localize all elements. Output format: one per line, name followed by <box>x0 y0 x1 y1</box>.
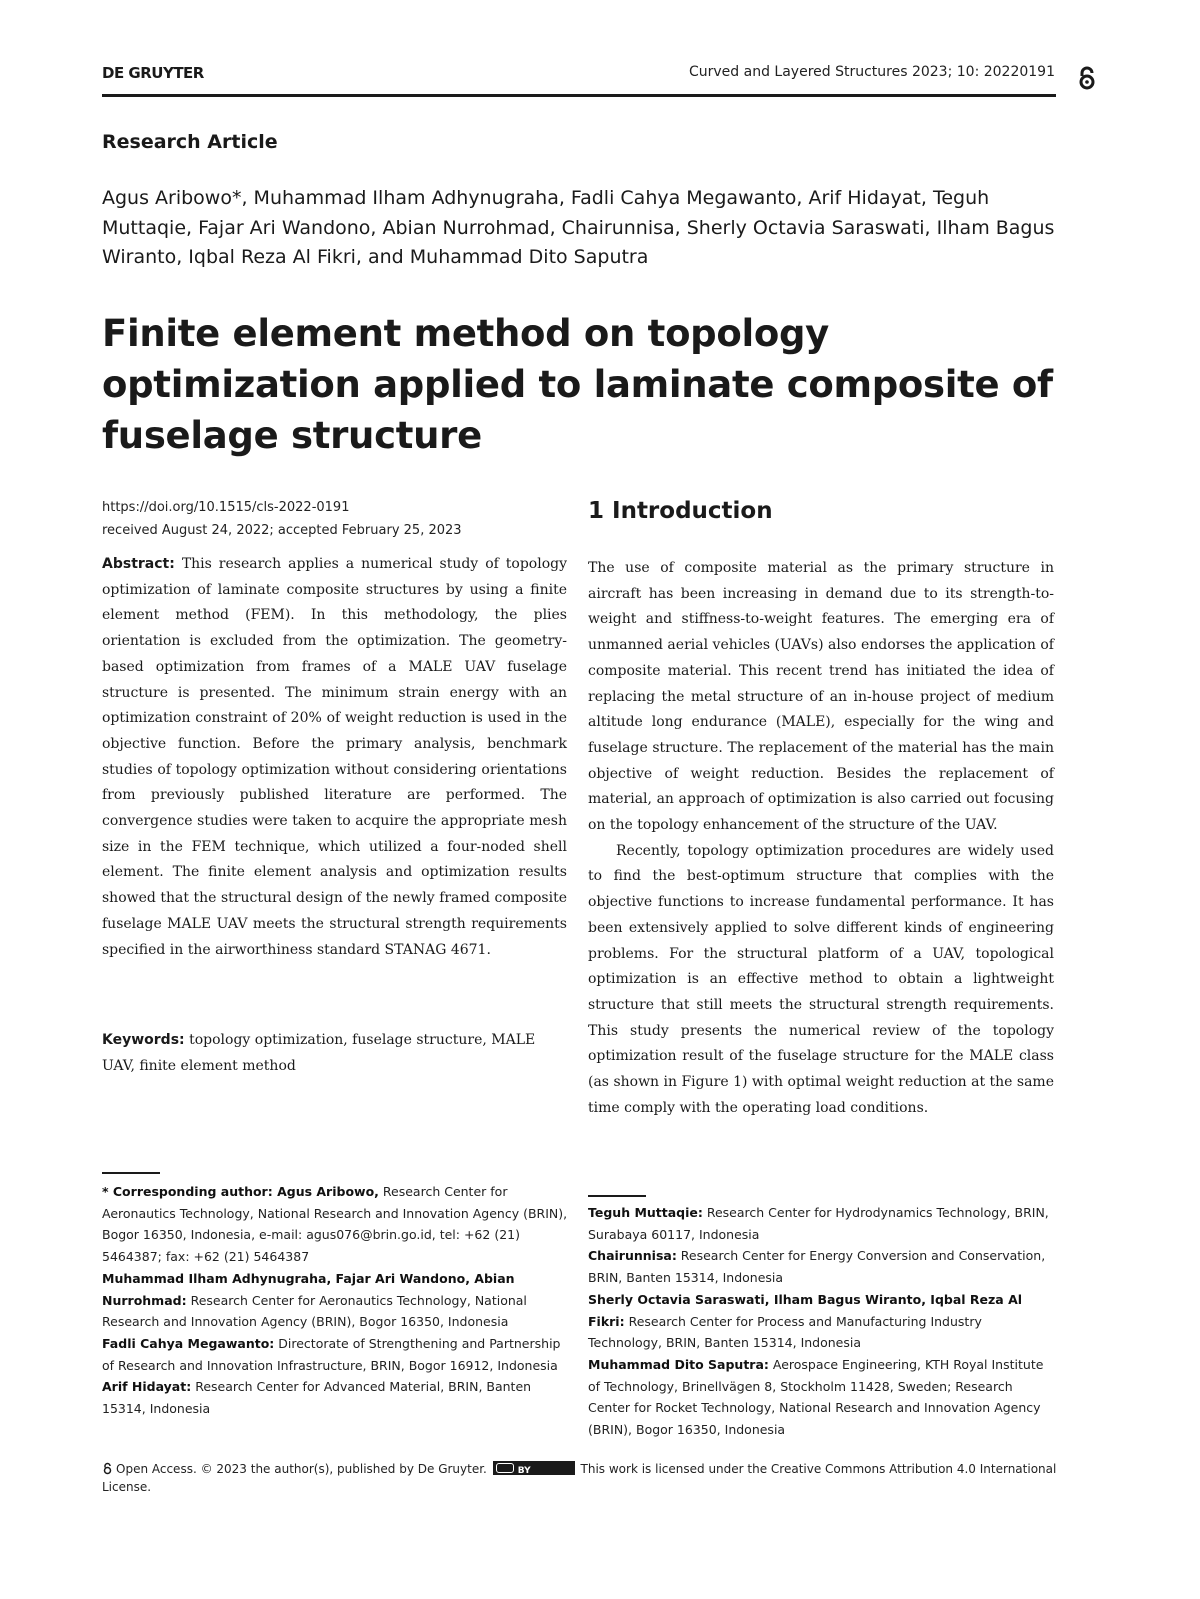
affiliation-item <box>588 1245 1058 1288</box>
affiliation-name: Sherly Octavia Saraswati, Ilham Bagus Wiranto, Iqbal Reza Al Fikri: <box>588 1291 1023 1329</box>
intro-paragraph: Recently, topology optimization procedures are widely used to find the best-optimum structure that complies with the objective functions to increase fundamental performance. It has been extensively applied to solve different kinds of engineering problems. For the structural platform of a UAV, topological optimization is an effective method to obtain a lightweight structure that still meets the structural strength requirements. This study presents the numerical review of the topology optimization result of the fuselage structure for the MALE class (as shown in Figure 1) with optimal weight reduction at the same time comply with the operating load conditions. <box>588 842 1054 1116</box>
cc-by-label: BY <box>517 1466 531 1476</box>
publisher-name: DE GRUYTER <box>102 64 204 82</box>
footnote-rule <box>588 1195 646 1197</box>
affiliations-right <box>588 1202 1058 1441</box>
header-rule <box>102 94 1056 97</box>
open-access-icon <box>1076 66 1098 90</box>
article-meta <box>102 496 462 542</box>
license-notice <box>102 1460 1062 1496</box>
affiliation-item <box>102 1268 572 1333</box>
affiliation-item <box>102 1376 572 1419</box>
affiliation-name: * Corresponding author: Agus Aribowo, <box>102 1184 379 1199</box>
article-title: Finite element method on topology optimization applied to laminate composite of fuselage structure <box>102 312 1053 457</box>
journal-citation: Curved and Layered Structures 2023; 10: 20220191 <box>688 64 1055 80</box>
cc-by-badge-icon[interactable] <box>493 1461 575 1475</box>
affiliation-text: Aerospace Engineering, KTH Royal Institute of Technology, Brinellvägen 8, Stockholm 11428, Sweden; Research Center for Rocket Technology, National Research and Innovation Agency (BRIN), Bogor 16350, Indonesia <box>588 1356 1044 1438</box>
affiliation-item <box>588 1354 1058 1441</box>
affiliation-name: Muhammad Dito Saputra: <box>588 1356 769 1372</box>
author-list: Agus Aribowo*, Muhammad Ilham Adhynugraha, Fadli Cahya Megawanto, Arif Hidayat, Teguh Muttaqie, Fajar Ari Wandono, Abian Nurrohmad, Chairunnisa, Sherly Octavia Saraswati, Ilham Bagus Wiranto, Iqbal Reza Al Fikri, and Muhammad Dito Saputra <box>102 187 1055 268</box>
abstract-text: This research applies a numerical study of topology optimization of laminate composite structures by using a finite element method (FEM). In this methodology, the plies orientation is excluded from the optimization. The geometry-based optimization from frames of a MALE UAV fuselage structure is presented. The minimum strain energy with an optimization constraint of 20% of weight reduction is used in the objective function. Before the primary analysis, benchmark studies of topology optimization without considering orientations from previously published literature are performed. The convergence studies were taken to acquire the appropriate mesh size in the FEM technique, which utilized a four-noded shell element. The finite element analysis and optimization results showed that the structural design of the newly framed composite fuselage MALE UAV meets the structural strength requirements specified in the airworthiness standard STANAG 4671. <box>102 556 568 958</box>
intro-paragraph: The use of composite material as the primary structure in aircraft has been increasing in demand due to its strength-to-weight and stiffness-to-weight features. The emerging era of unmanned aerial vehicles (UAVs) also endorses the application of composite material. This recent trend has initiated the idea of replacing the metal structure of an in-house project of medium altitude long endurance (MALE), especially for the wing and fuselage structure. The replacement of the material has the main objective of weight reduction. Besides the replacement of material, an approach of optimization is also carried out focusing on the topology enhancement of the structure of the UAV. <box>588 560 1054 834</box>
section-label: Research Article <box>102 131 278 153</box>
affiliation-item <box>588 1289 1058 1354</box>
affiliation-name: Chairunnisa: <box>588 1248 677 1264</box>
keywords <box>102 1028 567 1079</box>
introduction-heading: 1 Introduction <box>588 498 773 524</box>
affiliation-name: Teguh Muttaqie: <box>588 1205 703 1220</box>
keywords-text: topology optimization, fuselage structure, MALE UAV, finite element method <box>102 1032 536 1074</box>
introduction-body <box>588 556 1054 1121</box>
license-suffix: This work is licensed under the Creative Commons Attribution 4.0 International License. <box>102 1462 1057 1494</box>
abstract <box>102 552 567 963</box>
affiliation-text: Research Center for Process and Manufacturing Industry Technology, BRIN, Banten 15314, Indonesia <box>588 1313 982 1351</box>
affiliation-text: Research Center for Aeronautics Technology, National Research and Innovation Agency (BRIN), Bogor 16350, Indonesia, e-mail: agus076@brin.go.id, tel: +62 (21) 5464387; fax: +62 (21) 5464387 <box>102 1184 568 1265</box>
affiliations-left <box>102 1181 572 1420</box>
license-prefix: Open Access. © 2023 the author(s), published by De Gruyter. <box>116 1462 487 1476</box>
affiliation-item <box>102 1333 572 1376</box>
affiliation-text: Research Center for Hydrodynamics Technology, BRIN, Surabaya 60117, Indonesia <box>588 1205 1049 1242</box>
affiliation-item <box>588 1202 1058 1245</box>
affiliation-text: Research Center for Energy Conversion and Conservation, BRIN, Banten 15314, Indonesia <box>588 1248 1046 1286</box>
affiliation-text: Research Center for Advanced Material, BRIN, Banten 15314, Indonesia <box>102 1379 532 1417</box>
affiliation-name: Fadli Cahya Megawanto: <box>102 1335 275 1351</box>
footnote-rule <box>102 1172 160 1174</box>
affiliation-name: Arif Hidayat: <box>102 1379 192 1395</box>
affiliation-name: Muhammad Ilham Adhynugraha, Fajar Ari Wandono, Abian Nurrohmad: <box>102 1270 515 1308</box>
keywords-label: Keywords: <box>102 1032 185 1048</box>
article-dates: received August 24, 2022; accepted February 25, 2023 <box>102 523 462 538</box>
abstract-label: Abstract: <box>102 556 175 572</box>
doi-link[interactable]: https://doi.org/10.1515/cls-2022-0191 <box>102 500 350 515</box>
open-access-icon <box>102 1462 113 1475</box>
affiliation-text: Research Center for Aeronautics Technology, National Research and Innovation Agency (BRIN), Bogor 16350, Indonesia <box>102 1292 527 1330</box>
affiliation-item <box>102 1181 572 1268</box>
affiliation-text: Directorate of Strengthening and Partnership of Research and Innovation Infrastructure, BRIN, Bogor 16912, Indonesia <box>102 1335 561 1373</box>
